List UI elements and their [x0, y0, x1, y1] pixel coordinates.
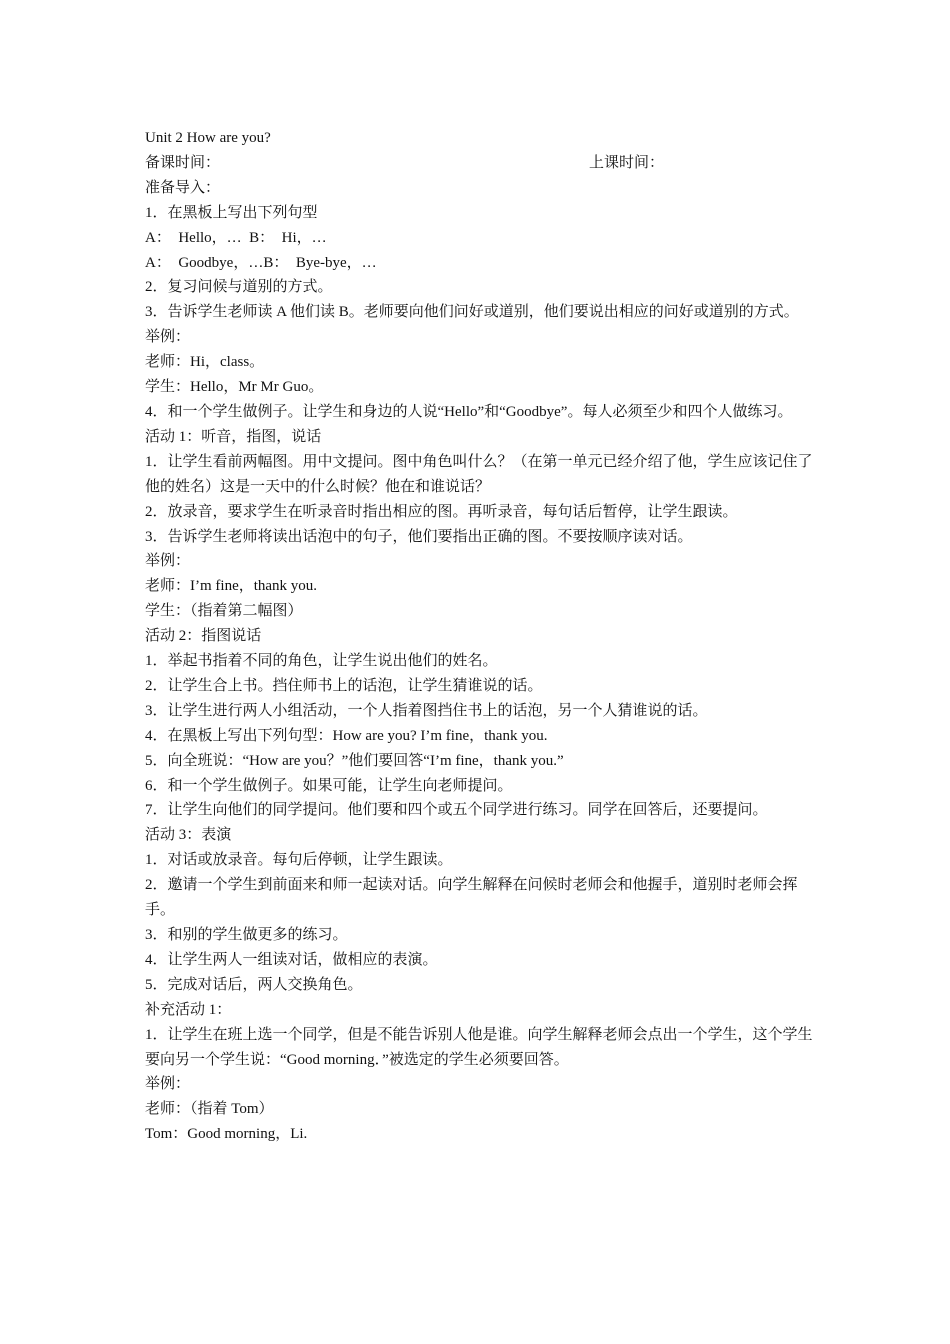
paragraph-line: 5．完成对话后，两人交换角色。: [145, 976, 363, 993]
example-line: Tom：Good morning，Li.: [145, 1126, 308, 1143]
paragraph-line: 1．举起书指着不同的角色，让学生说出他们的姓名。: [145, 653, 498, 670]
example-line: 学生：Hello，Mr Mr Guo。: [145, 379, 324, 396]
paragraph-line: 1．在黑板上写出下列句型: [145, 204, 318, 221]
section-heading: 活动 1：听音，指图，说话: [145, 428, 322, 445]
paragraph-line: 3．让学生进行两人小组活动，一个人指着图挡住书上的话泡，另一个人猜谁说的话。: [145, 702, 708, 719]
paragraph-line: 4．让学生两人一组读对话，做相应的表演。: [145, 951, 438, 968]
example-line: 老师：I’m fine，thank you.: [145, 578, 318, 595]
example-heading: 举例：: [145, 1076, 191, 1093]
prep-time-label: 备课时间：: [145, 154, 221, 171]
example-heading: 举例：: [145, 553, 191, 570]
class-time-label: 上课时间：: [589, 154, 665, 171]
paragraph-line: 3．告诉学生老师将读出话泡中的句子，他们要指出正确的图。不要按顺序读对话。: [145, 528, 693, 545]
section-heading: 准备导入：: [145, 179, 221, 196]
time-row: [145, 151, 815, 176]
section-heading: 活动 3：表演: [145, 827, 232, 844]
section-heading: 活动 2：指图说话: [145, 628, 262, 645]
paragraph-line: 3．和别的学生做更多的练习。: [145, 927, 348, 943]
paragraph-line: 1．让学生在班上选一个同学，但是不能告诉别人他是谁。向学生解释老师会点出一个学生，这个学生要向另一个学生说：“Good morning．”被选定的学生必须要回答。: [145, 1026, 813, 1068]
paragraph-line: 4．在黑板上写出下列句型：How are you? I’m fine，thank you.: [145, 727, 548, 744]
paragraph-line: 4．和一个学生做例子。让学生和身边的人说“Hello”和“Goodbye”。每人必须至少和四个人做练习。: [145, 403, 793, 420]
paragraph-line: 7．让学生向他们的同学提问。他们要和四个或五个同学进行练习。同学在回答后，还要提问。: [145, 802, 768, 819]
dialogue-line: A： Goodbye，…B： Bye-bye，…: [145, 254, 377, 271]
example-line: 老师：Hi，class。: [145, 354, 265, 371]
document-title: Unit 2 How are you?: [145, 130, 271, 146]
example-line: 学生：（指着第二幅图）: [145, 603, 303, 620]
example-line: 老师：（指着 Tom）: [145, 1101, 274, 1118]
paragraph-line: 2．邀请一个学生到前面来和师一起读对话。向学生解释在问候时老师会和他握手，道别时老师会挥手。: [145, 877, 798, 919]
paragraph-line: 5．向全班说：“How are you？”他们要回答“I’m fine，thank you.”: [145, 752, 564, 769]
paragraph-line: 1．对话或放录音。每句后停顿，让学生跟读。: [145, 852, 453, 869]
paragraph-line: 2．放录音，要求学生在听录音时指出相应的图。再听录音，每句话后暂停，让学生跟读。: [145, 503, 738, 520]
document-page: [145, 126, 815, 1147]
dialogue-line: A： Hello，… B： Hi，…: [145, 229, 327, 246]
section-heading: 补充活动 1：: [145, 1001, 232, 1018]
paragraph-line: 1．让学生看前两幅图。用中文提问。图中角色叫什么？（在第一单元已经介绍了他，学生应该记住了他的姓名）这是一天中的什么时候？他在和谁说话？: [145, 453, 813, 495]
paragraph-line: 6．和一个学生做例子。如果可能，让学生向老师提问。: [145, 777, 513, 794]
paragraph-line: 2．复习问候与道别的方式。: [145, 279, 333, 296]
paragraph-line: 3．告诉学生老师读 A 他们读 B。老师要向他们问好或道别，他们要说出相应的问好或道别的方式。: [145, 304, 799, 321]
example-heading: 举例：: [145, 329, 191, 346]
paragraph-line: 2．让学生合上书。挡住师书上的话泡，让学生猜谁说的话。: [145, 677, 543, 694]
